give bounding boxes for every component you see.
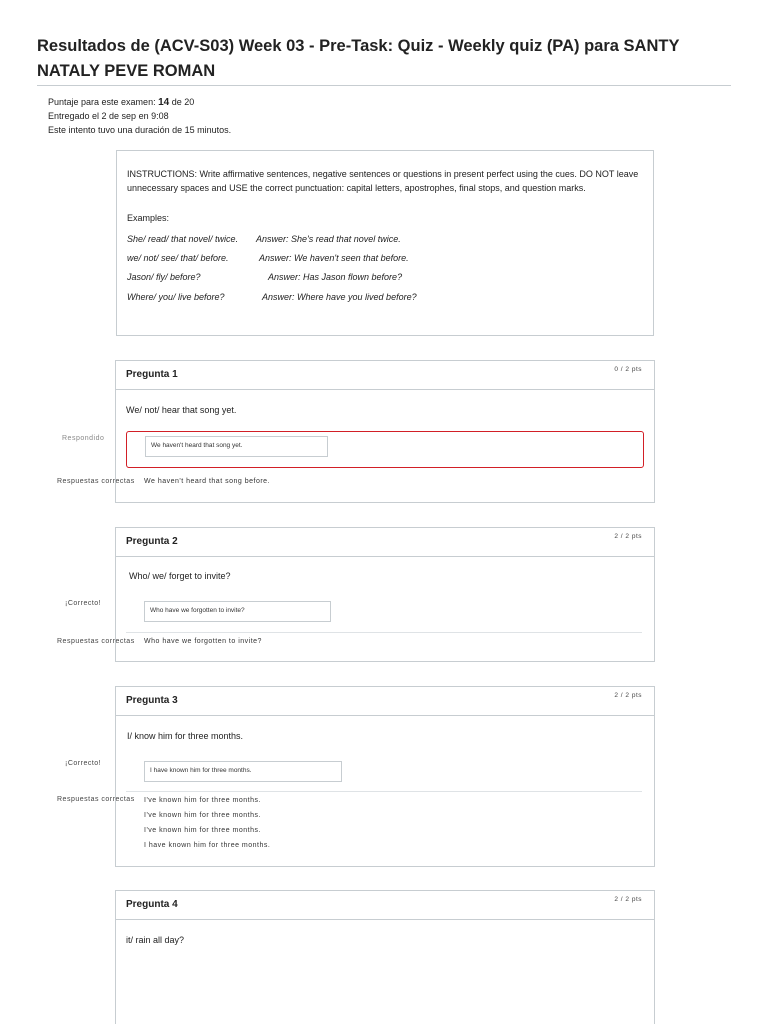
example-answer: Answer: We haven't seen that before.: [259, 253, 409, 263]
example-cue: Where/ you/ live before?: [127, 292, 225, 302]
answer-field[interactable]: I have known him for three months.: [144, 761, 342, 782]
examples-label: Examples:: [127, 213, 170, 223]
score-value: 14: [158, 97, 170, 108]
question-prompt: We/ not/ hear that song yet.: [126, 405, 237, 415]
question-points: 2 / 2 pts: [614, 896, 642, 903]
question-header: [116, 361, 654, 390]
duration-line: Este intento tuvo una duración de 15 minutos.: [48, 125, 232, 135]
correct-answers-label: Respuestas correctas: [57, 796, 135, 803]
correct-answer: I have known him for three months.: [144, 842, 271, 849]
answer-field[interactable]: We haven't heard that song yet.: [145, 436, 328, 457]
question-title: Pregunta 4: [126, 899, 178, 910]
example-cue: Jason/ fly/ before?: [127, 272, 201, 282]
correct-answer: We haven't heard that song before.: [144, 478, 271, 485]
title-divider: [37, 85, 731, 86]
example-answer: Answer: Where have you lived before?: [262, 292, 417, 302]
page-title: [37, 34, 737, 84]
response-label: ¡Correcto!: [65, 600, 102, 607]
question-title: Pregunta 2: [126, 536, 178, 547]
question-points: 2 / 2 pts: [614, 533, 642, 540]
question-prompt: Who/ we/ forget to invite?: [129, 571, 231, 581]
question-title: Pregunta 3: [126, 695, 178, 706]
answer-divider: [126, 791, 642, 792]
page-title-line-1: Resultados de (ACV-S03) Week 03 - Pre-Task: Quiz - Weekly quiz (PA) para SANTY: [37, 37, 680, 55]
question-prompt: it/ rain all day?: [126, 935, 185, 945]
question-3-card: [115, 686, 655, 867]
response-label: Respondido: [62, 435, 105, 442]
score-suffix: de 20: [169, 97, 195, 107]
score-prefix: Puntaje para este examen:: [48, 97, 159, 107]
page-title-line-2: NATALY PEVE ROMAN: [37, 62, 216, 80]
instructions-box: [116, 150, 654, 336]
score-line: [48, 96, 194, 109]
question-header: [116, 891, 654, 920]
answer-field[interactable]: Who have we forgotten to invite?: [144, 601, 331, 622]
question-header: [116, 687, 654, 716]
instructions-text: INSTRUCTIONS: Write affirmative sentences, negative sentences or questions in present perfect using the cues. DO NOT leave unnecessary spaces and USE the correct punctuation: capital letters, apostrophes, final stops, and question marks.: [127, 169, 639, 193]
correct-answer: I've known him for three months.: [144, 797, 261, 804]
answer-divider: [126, 632, 642, 633]
correct-answer: I've known him for three months.: [144, 812, 261, 819]
response-label: ¡Correcto!: [65, 760, 102, 767]
correct-answers-label: Respuestas correctas: [57, 638, 135, 645]
example-answer: Answer: She's read that novel twice.: [256, 234, 401, 244]
question-title: Pregunta 1: [126, 369, 178, 380]
question-points: 2 / 2 pts: [614, 692, 642, 699]
example-cue: we/ not/ see/ that/ before.: [127, 253, 229, 263]
example-answer: Answer: Has Jason flown before?: [268, 272, 403, 282]
question-4-card: [115, 890, 655, 1024]
question-prompt: I/ know him for three months.: [127, 731, 244, 741]
submitted-line: Entregado el 2 de sep en 9:08: [48, 111, 169, 121]
question-points: 0 / 2 pts: [614, 366, 642, 373]
correct-answer: I've known him for three months.: [144, 827, 261, 834]
correct-answer: Who have we forgotten to invite?: [144, 638, 262, 645]
correct-answers-label: Respuestas correctas: [57, 478, 135, 485]
example-cue: She/ read/ that novel/ twice.: [127, 234, 239, 244]
incorrect-answer-frame: [126, 431, 644, 468]
question-header: [116, 528, 654, 557]
